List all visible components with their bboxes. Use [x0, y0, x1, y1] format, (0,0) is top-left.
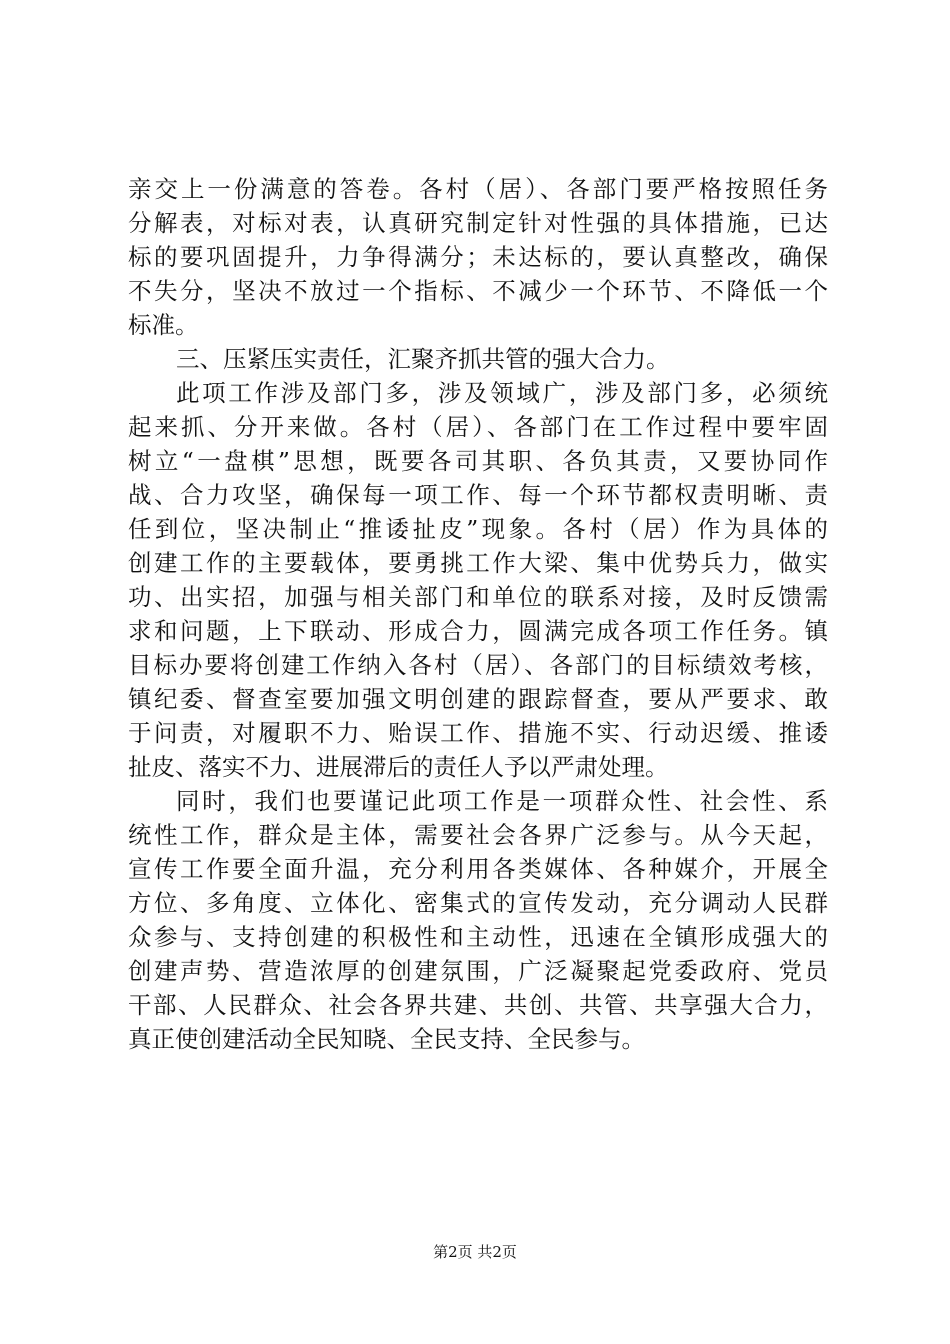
text-line: 亲交上一份满意的答卷。各村（居）、各部门要严格按照任务 — [128, 175, 828, 203]
text-line: 不失分，坚决不放过一个指标、不减少一个环节、不降低一个 — [128, 277, 828, 305]
text-line: 干部、人民群众、社会各界共建、共创、共管、共享强大合力， — [128, 991, 828, 1019]
document-body — [128, 172, 828, 1056]
text-line: 镇纪委、督查室要加强文明创建的跟踪督查，要从严要求、敢 — [128, 685, 828, 713]
text-line: 方位、多角度、立体化、密集式的宣传发动，充分调动人民群 — [128, 889, 828, 917]
text-line: 同时，我们也要谨记此项工作是一项群众性、社会性、系 — [176, 787, 828, 815]
text-line: 众参与、支持创建的积极性和主动性，迅速在全镇形成强大的 — [128, 923, 828, 951]
text-line: 标准。 — [128, 311, 199, 339]
text-line: 扯皮、落实不力、进展滞后的责任人予以严肃处理。 — [128, 753, 669, 781]
text-line: 目标办要将创建工作纳入各村（居）、各部门的目标绩效考核， — [128, 651, 828, 679]
text-line: 此项工作涉及部门多，涉及领域广，涉及部门多，必须统 — [176, 379, 828, 407]
text-line: 创建声势、营造浓厚的创建氛围，广泛凝聚起党委政府、党员 — [128, 957, 828, 985]
paragraph-p3 — [128, 376, 828, 784]
text-line: 战、合力攻坚，确保每一项工作、每一个环节都权责明晰、责 — [128, 481, 828, 509]
text-line: 起来抓、分开来做。各村（居）、各部门在工作过程中要牢固 — [128, 413, 828, 441]
text-line: 统性工作，群众是主体，需要社会各界广泛参与。从今天起， — [128, 821, 828, 849]
paragraph-p4 — [128, 784, 828, 1056]
paragraph-p2-heading — [128, 342, 828, 376]
text-line: 创建工作的主要载体，要勇挑工作大梁、集中优势兵力，做实 — [128, 549, 828, 577]
page-number-footer: 第2页 共2页 — [433, 1243, 517, 1261]
text-line: 真正使创建活动全民知晓、全民支持、全民参与。 — [128, 1025, 645, 1053]
text-line: 求和问题，上下联动、形成合力，圆满完成各项工作任务。镇 — [128, 617, 828, 645]
text-line: 树立“一盘棋”思想，既要各司其职、各负其责，又要协同作 — [128, 447, 828, 475]
text-line: 宣传工作要全面升温，充分利用各类媒体、各种媒介，开展全 — [128, 855, 828, 883]
text-line: 标的要巩固提升，力争得满分；未达标的，要认真整改，确保 — [128, 243, 828, 271]
text-line: 功、出实招，加强与相关部门和单位的联系对接，及时反馈需 — [128, 583, 828, 611]
paragraph-p1 — [128, 172, 828, 342]
text-line: 分解表，对标对表，认真研究制定针对性强的具体措施，已达 — [128, 209, 828, 237]
section-heading: 三、压紧压实责任，汇聚齐抓共管的强大合力。 — [176, 345, 670, 373]
text-line: 于问责，对履职不力、贻误工作、措施不实、行动迟缓、推诿 — [128, 719, 828, 747]
text-line: 任到位，坚决制止“推诿扯皮”现象。各村（居）作为具体的 — [128, 515, 828, 543]
